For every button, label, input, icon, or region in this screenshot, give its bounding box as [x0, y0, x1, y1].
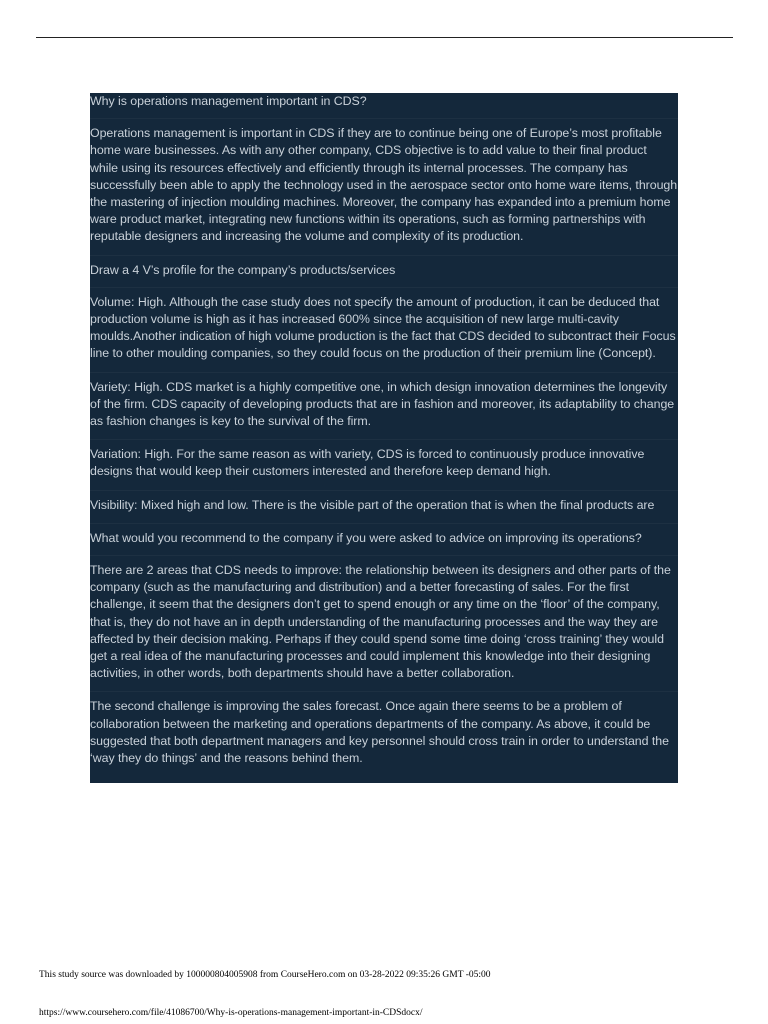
block-divider — [90, 255, 678, 256]
block-divider — [90, 439, 678, 440]
visibility-paragraph: Visibility: Mixed high and low. There is the visible part of the operation that is when the final products are — [90, 497, 655, 512]
source-url: https://www.coursehero.com/file/41086700/Why-is-operations-management-important-in-CDSdocx/ — [39, 1008, 423, 1018]
variety-paragraph: Variety: High. CDS market is a highly competitive one, in which design innovation determines the longevity of the firm. CDS capacity of developing products that are in fashion and moreover, its adaptability to change as fashion changes is key to the survival of the firm. — [90, 379, 675, 429]
variation-paragraph: Variation: High. For the same reason as with variety, CDS is forced to continuously produce innovative designs that would keep their customers interested and therefore keep demand high. — [90, 447, 645, 479]
question-heading-1: Why is operations management important in CDS? — [90, 94, 367, 108]
block-divider — [90, 287, 678, 288]
block-divider — [90, 691, 678, 692]
block-divider — [90, 490, 678, 491]
block-divider — [90, 523, 678, 524]
block-divider — [90, 555, 678, 556]
download-source-note: This study source was downloaded by 100000804005908 from CourseHero.com on 03-28-2022 09:35:26 GMT -05:00 — [39, 970, 491, 980]
document-content — [90, 93, 678, 783]
question-heading-2: Draw a 4 V’s profile for the company’s products/services — [90, 262, 396, 277]
block-divider — [90, 372, 678, 373]
question-heading-3: What would you recommend to the company if you were asked to advice on improving its operations? — [90, 530, 642, 545]
recommendation-paragraph-2: The second challenge is improving the sales forecast. Once again there seems to be a problem of collaboration between the marketing and operations departments of the company. As above, it could be suggested that both department managers and key personnel should cross train in order to understand the ‘way they do things’ and the reasons behind them. — [90, 699, 669, 766]
top-divider — [36, 37, 733, 38]
block-divider — [90, 118, 678, 119]
volume-paragraph: Volume: High. Although the case study does not specify the amount of production, it can be deduced that production volume is high as it has increased 600% since the acquisition of new large multi-cavity moulds.Another indication of high volume production is the fact that CDS decided to subcontract their Focus line to other moulding companies, so they could focus on the production of their premium line (Concept). — [90, 294, 676, 361]
recommendation-paragraph-1: There are 2 areas that CDS needs to improve: the relationship between its designers and other parts of the company (such as the manufacturing and distribution) and a better forecasting of sales. For the first challenge, it seem that the designers don’t get to spend enough or any time on the ‘floor’ of the company, that is, they do not have an in depth understanding of the manufacturing processes and the way they are affected by their decision making. Perhaps if they could spend some time doing ‘cross training’ they would get a real idea of the manufacturing processes and could implement this knowledge into their designing activities, in other words, both departments should have a better collaboration. — [90, 563, 671, 681]
answer-paragraph-1: Operations management is important in CDS if they are to continue being one of Europe’s most profitable home ware businesses. As with any other company, CDS objective is to add value to their final product while using its resources effectively and efficiently through its internal processes. The company has successfully been able to apply the technology used in the aerospace sector onto home ware items, through the mastering of injection moulding machines. Moreover, the company has expanded into a premium home ware product market, integrating new functions within its operations, such as forming partnerships with reputable designers and increasing the volume and complexity of its production. — [90, 126, 678, 244]
